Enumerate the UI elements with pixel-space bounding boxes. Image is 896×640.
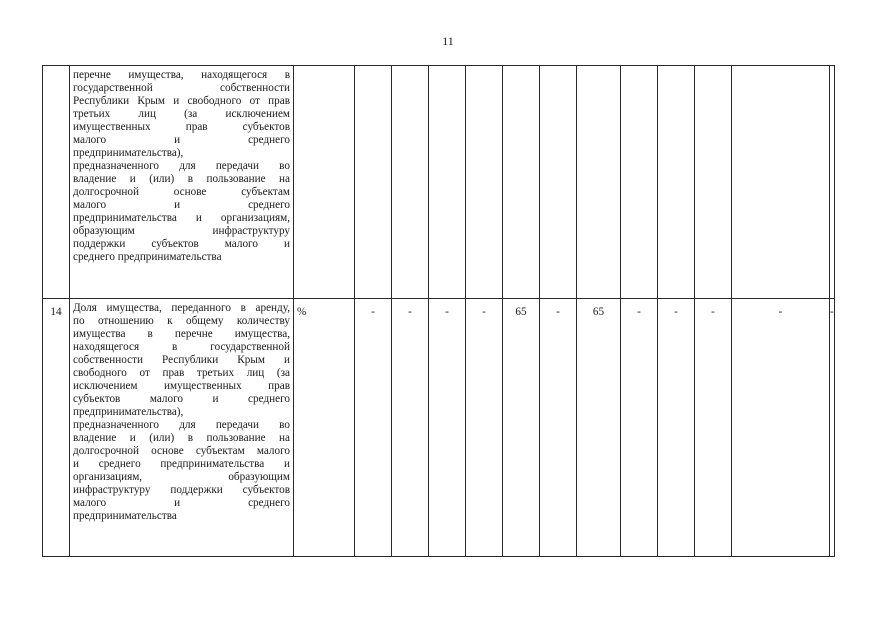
value-cell: - [355, 299, 392, 557]
value-cell [503, 66, 540, 299]
row-number: 14 [43, 299, 70, 557]
value-cell [577, 66, 621, 299]
value-cell: 65 [577, 299, 621, 557]
description-line: владение и (или) в пользование на [73, 432, 290, 444]
row-number [43, 66, 70, 299]
value-cell [540, 66, 577, 299]
description-line: субъектов малого и среднего [73, 393, 290, 405]
description-line: долгосрочной основе субъектам малого [73, 445, 290, 457]
table-row [43, 66, 835, 299]
description-line: находящегося в государственной [73, 341, 290, 353]
description-line: среднего предпринимательства [73, 251, 222, 263]
indicator-description [70, 299, 294, 557]
value-cell [658, 66, 695, 299]
value-cell: - [621, 299, 658, 557]
value-cell [429, 66, 466, 299]
description-line: малого и среднего [73, 134, 290, 146]
value-cell [466, 66, 503, 299]
description-line: организациям, образующим [73, 471, 290, 483]
value-cell: - [429, 299, 466, 557]
description-line: Доля имущества, переданного в аренду, [73, 302, 290, 314]
value-cell [392, 66, 429, 299]
description-line: третьих лиц (за исключением [73, 108, 290, 120]
description-line: предпринимательства), [73, 406, 184, 418]
indicator-description [70, 66, 294, 299]
description-line: образующим инфраструктуру [73, 225, 290, 237]
value-cell [355, 66, 392, 299]
unit-cell: % [294, 299, 355, 557]
value-cell: - [392, 299, 429, 557]
value-cell: - [540, 299, 577, 557]
value-cell: 65 [503, 299, 540, 557]
description-line: государственной собственности [73, 82, 290, 94]
value-cell [732, 66, 830, 299]
description-line: предназначенного для передачи во [73, 419, 290, 431]
unit-cell [294, 66, 355, 299]
value-cell [695, 66, 732, 299]
description-line: и среднего предпринимательства и [73, 458, 290, 470]
description-line: поддержки субъектов малого и [73, 238, 290, 250]
description-line: перечне имущества, находящегося в [73, 69, 290, 81]
table-row [43, 299, 835, 557]
description-line: Республики Крым и свободного от прав [73, 95, 290, 107]
description-line: предпринимательства и организациям, [73, 212, 290, 224]
description-line: инфраструктуру поддержки субъектов [73, 484, 290, 496]
description-line: свободного от прав третьих лиц (за [73, 367, 290, 379]
description-line: исключением имущественных прав [73, 380, 290, 392]
description-line: долгосрочной основе субъектам [73, 186, 290, 198]
description-line: малого и среднего [73, 497, 290, 509]
indicator-table [42, 65, 835, 557]
value-cell: - [830, 299, 835, 557]
value-cell [830, 66, 835, 299]
description-line: собственности Республики Крым и [73, 354, 290, 366]
description-line: по отношению к общему количеству [73, 315, 290, 327]
description-line: имущественных прав субъектов [73, 121, 290, 133]
description-line: имущества в перечне имущества, [73, 328, 290, 340]
description-line: владение и (или) в пользование на [73, 173, 290, 185]
value-cell: - [658, 299, 695, 557]
value-cell: - [732, 299, 830, 557]
description-line: предпринимательства [73, 510, 177, 522]
page-number: 11 [442, 34, 454, 48]
description-line: предназначенного для передачи во [73, 160, 290, 172]
description-line: малого и среднего [73, 199, 290, 211]
value-cell [621, 66, 658, 299]
value-cell: - [466, 299, 503, 557]
value-cell: - [695, 299, 732, 557]
description-line: предпринимательства), [73, 147, 184, 159]
